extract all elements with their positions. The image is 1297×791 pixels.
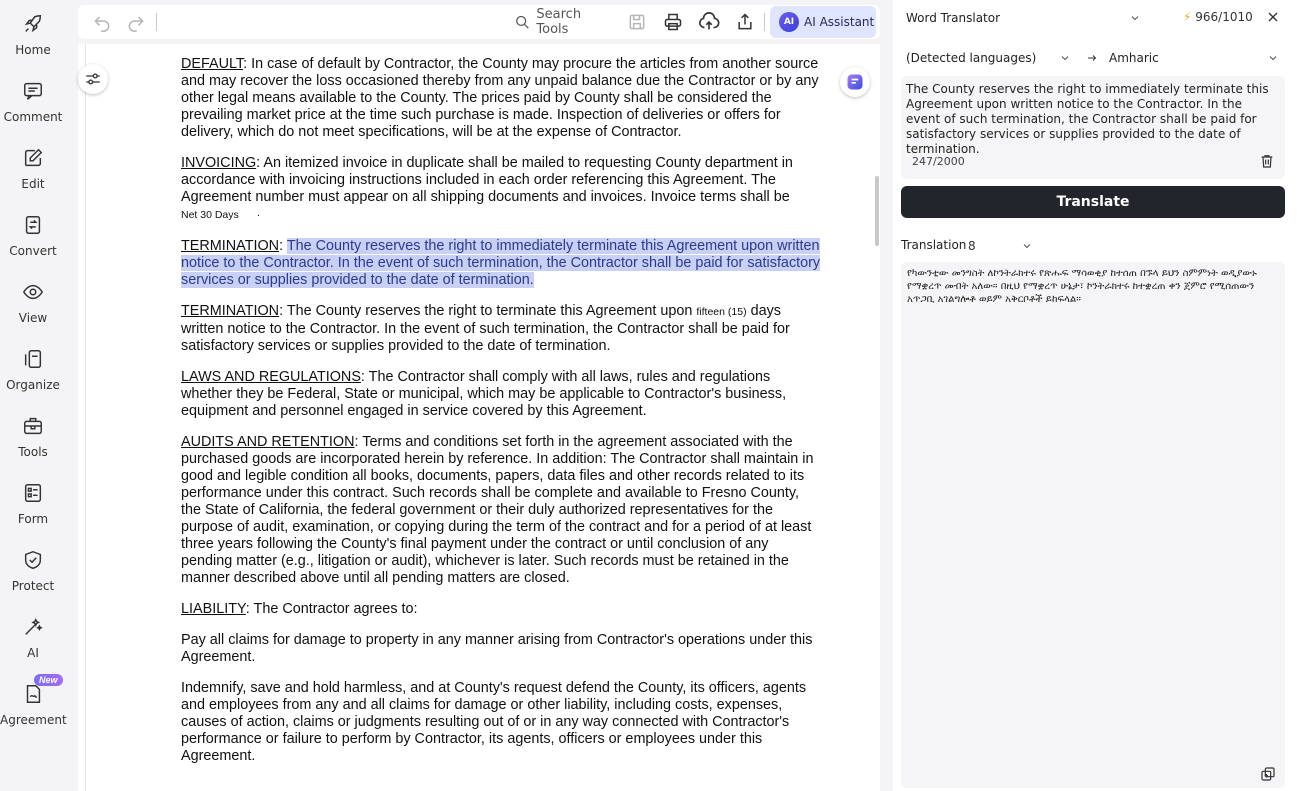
magic-wand-icon [22, 616, 44, 638]
rail-item-home[interactable] [0, 6, 66, 66]
source-text[interactable]: The County reserves the right to immediately terminate this Agreement upon written notice to the Contractor. In the event of such termination, the Contractor shall be paid for satisfactory services or supplies provided to the date of termination. [906, 82, 1269, 156]
page-edge [85, 44, 86, 791]
rail-label-agreement: Agreement [0, 713, 67, 727]
credits-badge [1183, 10, 1253, 24]
pay-claims-paragraph: Pay all claims for damage to property in any manner arising from Contractor's operations under this Agreement. [181, 632, 813, 665]
termination-text-b: days written notice to the Contractor. In the event of such termination, the Contractor shall be paid for satisfactory services or supplies provided to the date of termination. [181, 303, 790, 354]
target-language-dropdown[interactable] [1104, 48, 1279, 68]
invoice-dot: · [256, 209, 261, 221]
translation-text[interactable]: የካውንቲው መንግስት ለኮንትራክተሩ የጽሑፍ ማሳወቂያ ከተሰጠ በኙላ ይህን ስምምነት ወዲያውኑ የማቋረጥ መብት አለው። በዚህ የማቋረጥ ሁኔታ፣ ኮንትራክተሩ ከተቋረጠ ቀን ጀምሮ የሚሰጠውን አጥጋቢ አገልግሎቶ ወይም አቅርቦቶች ይከፍላል። [907, 268, 1257, 305]
termination-paragraph [181, 303, 821, 355]
close-icon [1265, 9, 1281, 25]
rocket-icon [22, 13, 44, 35]
search-icon [514, 13, 530, 31]
rail-label-home: Home [15, 43, 51, 57]
source-language-value: (Detected languages) [906, 51, 1037, 65]
undo-button[interactable] [90, 10, 114, 34]
translator-panel [893, 0, 1297, 791]
rail-item-ai[interactable] [0, 609, 66, 669]
chevron-down-icon [1021, 240, 1033, 252]
translation-label: Translation [901, 238, 967, 252]
ai-chat-icon [845, 72, 865, 92]
top-toolbar [78, 5, 880, 39]
audits-heading: AUDITS AND RETENTION [181, 434, 355, 450]
sliders-icon [84, 70, 102, 88]
cloud-upload-icon [698, 11, 720, 33]
liability-paragraph [181, 601, 821, 618]
invoice-terms: Net 30 Days [181, 209, 239, 221]
eye-icon [22, 281, 44, 303]
organize-icon [22, 348, 44, 370]
display-settings-button[interactable] [78, 64, 108, 94]
rail-item-agreement[interactable] [0, 676, 66, 736]
indemnify-paragraph: Indemnify, save and hold harmless, and at County's request defend the County, its officers, agents and employees from any and all claims for damage or other liability, including costs, expenses, causes of action, claims or judgments resulting out of or in any way connected with Contractor's performance or failure to perform by Contractor, its agents, officers or employees under this Agreement. [181, 680, 807, 764]
ai-assistant-icon: AI [779, 12, 799, 32]
rail-label-organize: Organize [6, 378, 60, 392]
redo-icon [126, 12, 146, 32]
translation-output-box [901, 262, 1285, 788]
print-button[interactable] [661, 10, 685, 34]
translate-button[interactable]: Translate [901, 186, 1285, 218]
laws-paragraph [181, 369, 821, 420]
close-panel-button[interactable] [1265, 9, 1281, 25]
source-language-dropdown[interactable] [901, 48, 1071, 68]
convert-icon [22, 214, 44, 236]
save-icon [627, 12, 647, 32]
rail-item-edit[interactable] [0, 140, 66, 200]
document-viewer[interactable] [78, 44, 880, 791]
invoicing-heading: INVOICING [181, 155, 257, 171]
copy-button[interactable] [1260, 766, 1276, 782]
chevron-down-icon [1267, 52, 1279, 64]
liability-heading: LIABILITY [181, 601, 246, 617]
credits-value: 966/1010 [1195, 10, 1253, 24]
rail-item-protect[interactable] [0, 542, 66, 602]
agreement-icon [22, 683, 44, 705]
termination-separator: : [279, 238, 287, 254]
rail-item-convert[interactable] [0, 207, 66, 267]
redo-button[interactable] [124, 10, 148, 34]
default-heading: DEFAULT [181, 56, 244, 72]
translation-count-value: 8 [968, 239, 976, 253]
toolbar-divider [156, 13, 157, 31]
left-rail [0, 0, 70, 791]
search-tools-button[interactable] [514, 7, 610, 37]
share-button[interactable] [733, 10, 757, 34]
default-text: : In case of default by Contractor, the County may procure the articles from another source and may recover the loss occasioned thereby from any unpaid balance due the Contractor or by any other legal means available to the County. The prices paid by County shall be considered the prevailing market price at the time such purchase is made. Inspection of deliveries or offers for delivery, which do not meet specifications, will be at the expense of Contractor. [181, 56, 819, 140]
toolbox-icon [22, 415, 44, 437]
ai-assistant-button[interactable] [770, 6, 876, 38]
ai-assistant-label: AI Assistant [804, 15, 875, 29]
rail-label-view: View [18, 311, 48, 325]
panel-header [901, 8, 1285, 28]
translation-count-dropdown[interactable] [965, 236, 1041, 256]
rail-label-tools: Tools [18, 445, 48, 459]
language-row [901, 48, 1285, 68]
copy-icon [1260, 766, 1276, 782]
rail-label-protect: Protect [11, 579, 55, 593]
shield-icon [22, 549, 44, 571]
ai-sidebar-button[interactable] [840, 67, 870, 97]
rail-item-view[interactable] [0, 274, 66, 334]
default-paragraph [181, 56, 821, 141]
laws-text: : The Contractor shall comply with all laws, rules and regulations whether they be Federal, State or municipal, which may be applicable to Contractor's business, equipment and personnel engaged in service covered by this Agreement. [181, 369, 787, 419]
form-icon [22, 482, 44, 504]
rail-item-organize[interactable] [0, 341, 66, 401]
termination-paragraph-selected [181, 238, 821, 289]
termination-heading-2: TERMINATION [181, 303, 280, 319]
save-button[interactable] [625, 10, 649, 34]
target-language-value: Amharic [1109, 51, 1159, 65]
laws-heading: LAWS AND REGULATIONS [181, 369, 361, 385]
toolbar-divider [764, 13, 765, 31]
rail-label-form: Form [17, 512, 49, 526]
edit-icon [22, 147, 44, 169]
termination-days: fifteen (15) [696, 306, 747, 318]
rail-label-ai: AI [27, 646, 39, 660]
rail-item-tools[interactable] [0, 408, 66, 468]
rail-label-edit: Edit [21, 177, 45, 191]
rail-item-form[interactable] [0, 475, 66, 535]
rail-item-comment[interactable] [0, 73, 66, 133]
new-badge: New [34, 674, 63, 686]
rail-label-convert: Convert [9, 244, 57, 258]
chevron-down-icon [1059, 52, 1071, 64]
cloud-upload-button[interactable] [697, 10, 721, 34]
printer-icon [663, 12, 683, 32]
comment-icon [22, 80, 44, 102]
undo-icon [92, 12, 112, 32]
audits-paragraph [181, 434, 821, 587]
invoicing-text: : An itemized invoice in duplicate shall be mailed to requesting County department in accordance with invoicing instructions included in each order referencing this Agreement. The Agreement number must appear on all shipping documents and invoices. Invoice terms shall be [181, 155, 793, 205]
rail-label-comment: Comment [3, 110, 63, 124]
chevron-down-icon [1129, 12, 1141, 24]
termination-heading: TERMINATION [181, 238, 280, 254]
vertical-scrollbar[interactable] [875, 176, 879, 246]
lightning-icon: ⚡ [1183, 10, 1192, 24]
clear-text-button[interactable] [1259, 153, 1275, 169]
termination-text-a: : The County reserves the right to terminate this Agreement upon [279, 303, 697, 319]
character-count: 247/2000 [912, 155, 965, 168]
trash-icon [1259, 153, 1275, 169]
search-tools-label: Search Tools [536, 7, 582, 37]
selected-text[interactable]: The County reserves the right to immediately terminate this Agreement upon written notice to the Contractor. In the event of such termination, the Contractor shall be paid for satisfactory services or supplies provided to the date of termination. [181, 238, 821, 288]
arrow-right-icon [1086, 52, 1098, 64]
tool-select-value: Word Translator [906, 11, 1001, 25]
invoicing-paragraph [181, 155, 821, 224]
audits-text: : Terms and conditions set forth in the agreement associated with the purchased goods are incorporated herein by reference. In addition: The Contractor shall maintain in good and legible condition all books, documents, papers, data files and other records related to its performance under this contract. Such records shall be complete and available to Fresno County, the State of California, the federal government or their duly authorized representatives for the purpose of audit, examination, or copying during the term of the contract and for a period of at least three years following the County's final payment under the contract or until conclusion of any pending matter (e.g., litigation or audit), whichever is later. Such records must be retained in the manner described above until all pending matters are closed. [181, 434, 814, 586]
liability-text: : The Contractor agrees to: [245, 601, 418, 617]
tool-select-dropdown[interactable] [901, 8, 1141, 28]
document-page [181, 56, 821, 779]
source-text-box[interactable] [901, 76, 1285, 179]
share-icon [735, 12, 755, 32]
